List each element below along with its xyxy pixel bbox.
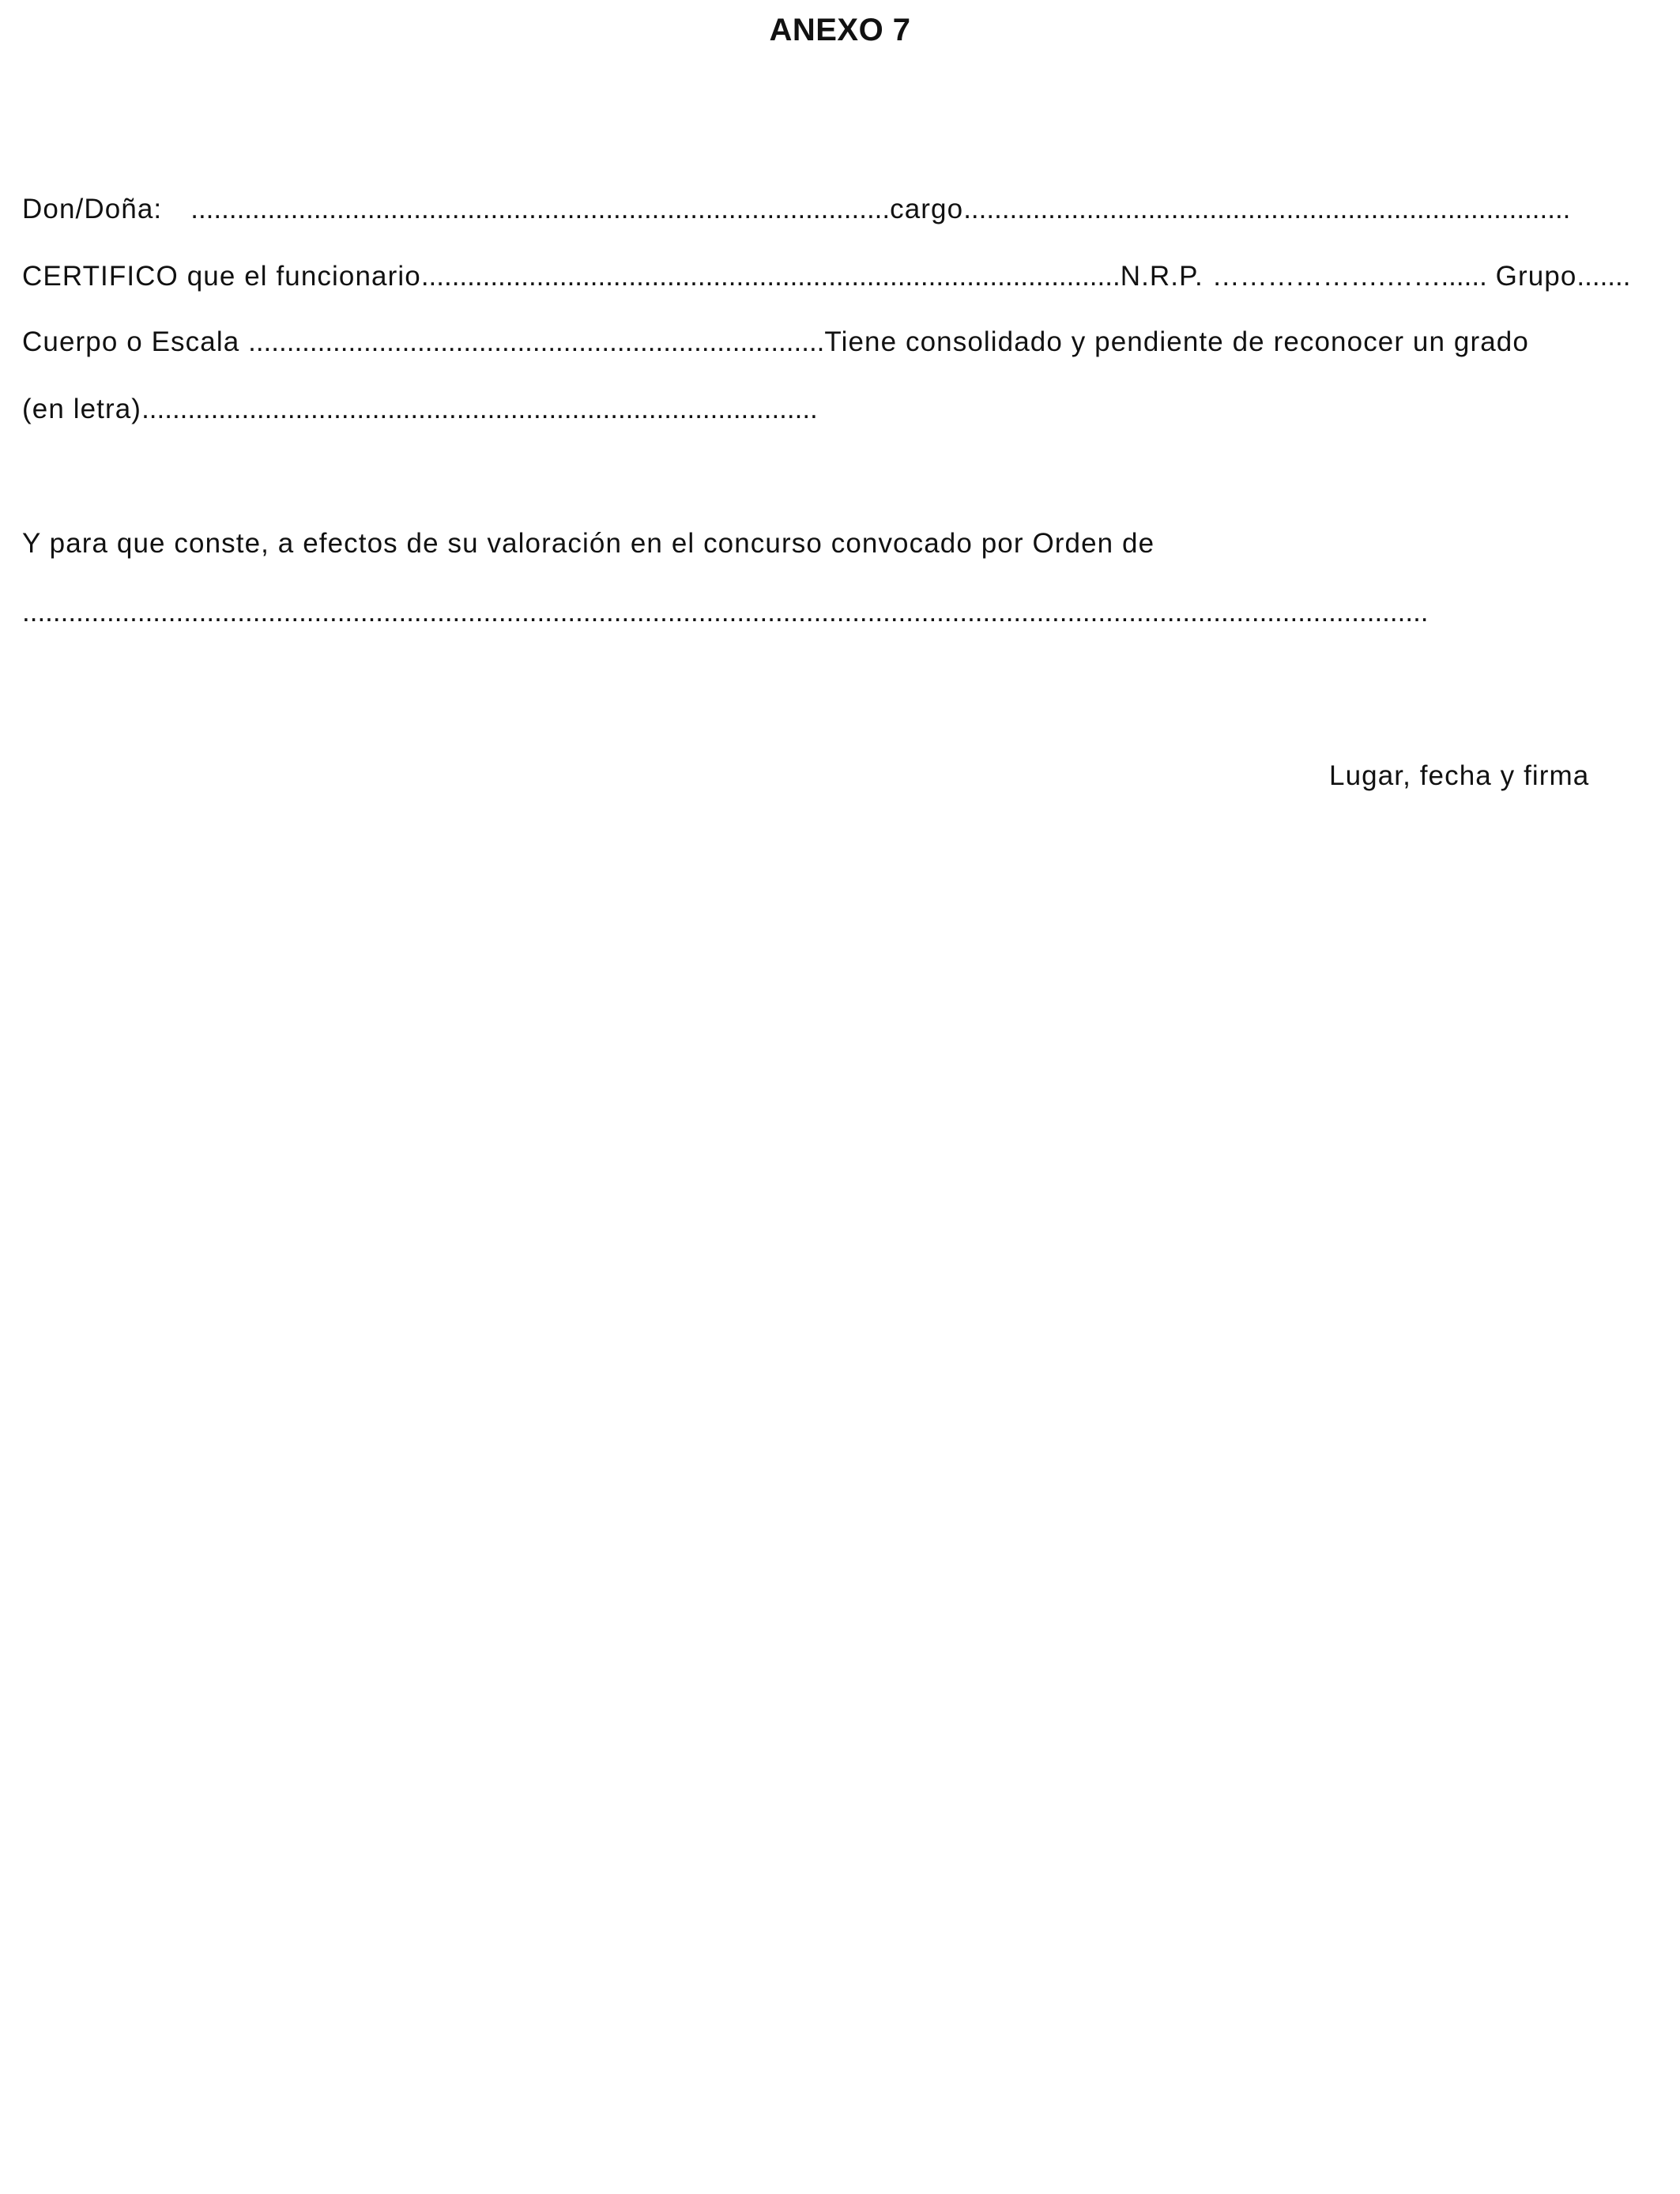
cargo-fill-dots: ...............................................................................	[963, 194, 1571, 224]
grado-text: Tiene consolidado y pendiente de reconocer un grado	[824, 326, 1529, 357]
line-certifico	[22, 258, 1630, 296]
line-cuerpo-escala	[22, 323, 1529, 361]
en-letra-label: (en letra)	[22, 394, 142, 424]
line-don-dona	[22, 190, 1570, 228]
nrp-label: N.R.P.	[1120, 261, 1203, 292]
line-conste	[22, 525, 1155, 563]
document-title: ANEXO 7	[769, 13, 911, 47]
line-en-letra	[22, 390, 818, 428]
en-letra-fill-dots: ........................................................................................	[141, 394, 818, 424]
funcionario-fill-dots: ...........................................................................................	[420, 261, 1121, 292]
cuerpo-escala-label: Cuerpo o Escala	[22, 326, 240, 357]
line-orden-fill	[22, 594, 1429, 631]
cargo-label: cargo	[890, 194, 964, 224]
grupo-label: Grupo	[1495, 261, 1577, 292]
grupo-fill-dots: .......	[1576, 261, 1631, 292]
orden-fill-dots: .......................................................................................................................................................................................	[22, 597, 1429, 628]
nrp-fill-dots: ……………….……......	[1211, 261, 1487, 292]
name-fill-dots: ...........................................................................................	[190, 194, 891, 224]
signature-text: Lugar, fecha y firma	[1329, 760, 1590, 791]
certifico-label: CERTIFICO que el funcionario	[22, 261, 421, 292]
conste-text: Y para que conste, a efectos de su valoración en el concurso convocado por Orden de	[22, 528, 1155, 559]
don-dona-label: Don/Doña:	[22, 194, 163, 224]
cuerpo-fill-dots: ...........................................................................	[248, 326, 825, 357]
